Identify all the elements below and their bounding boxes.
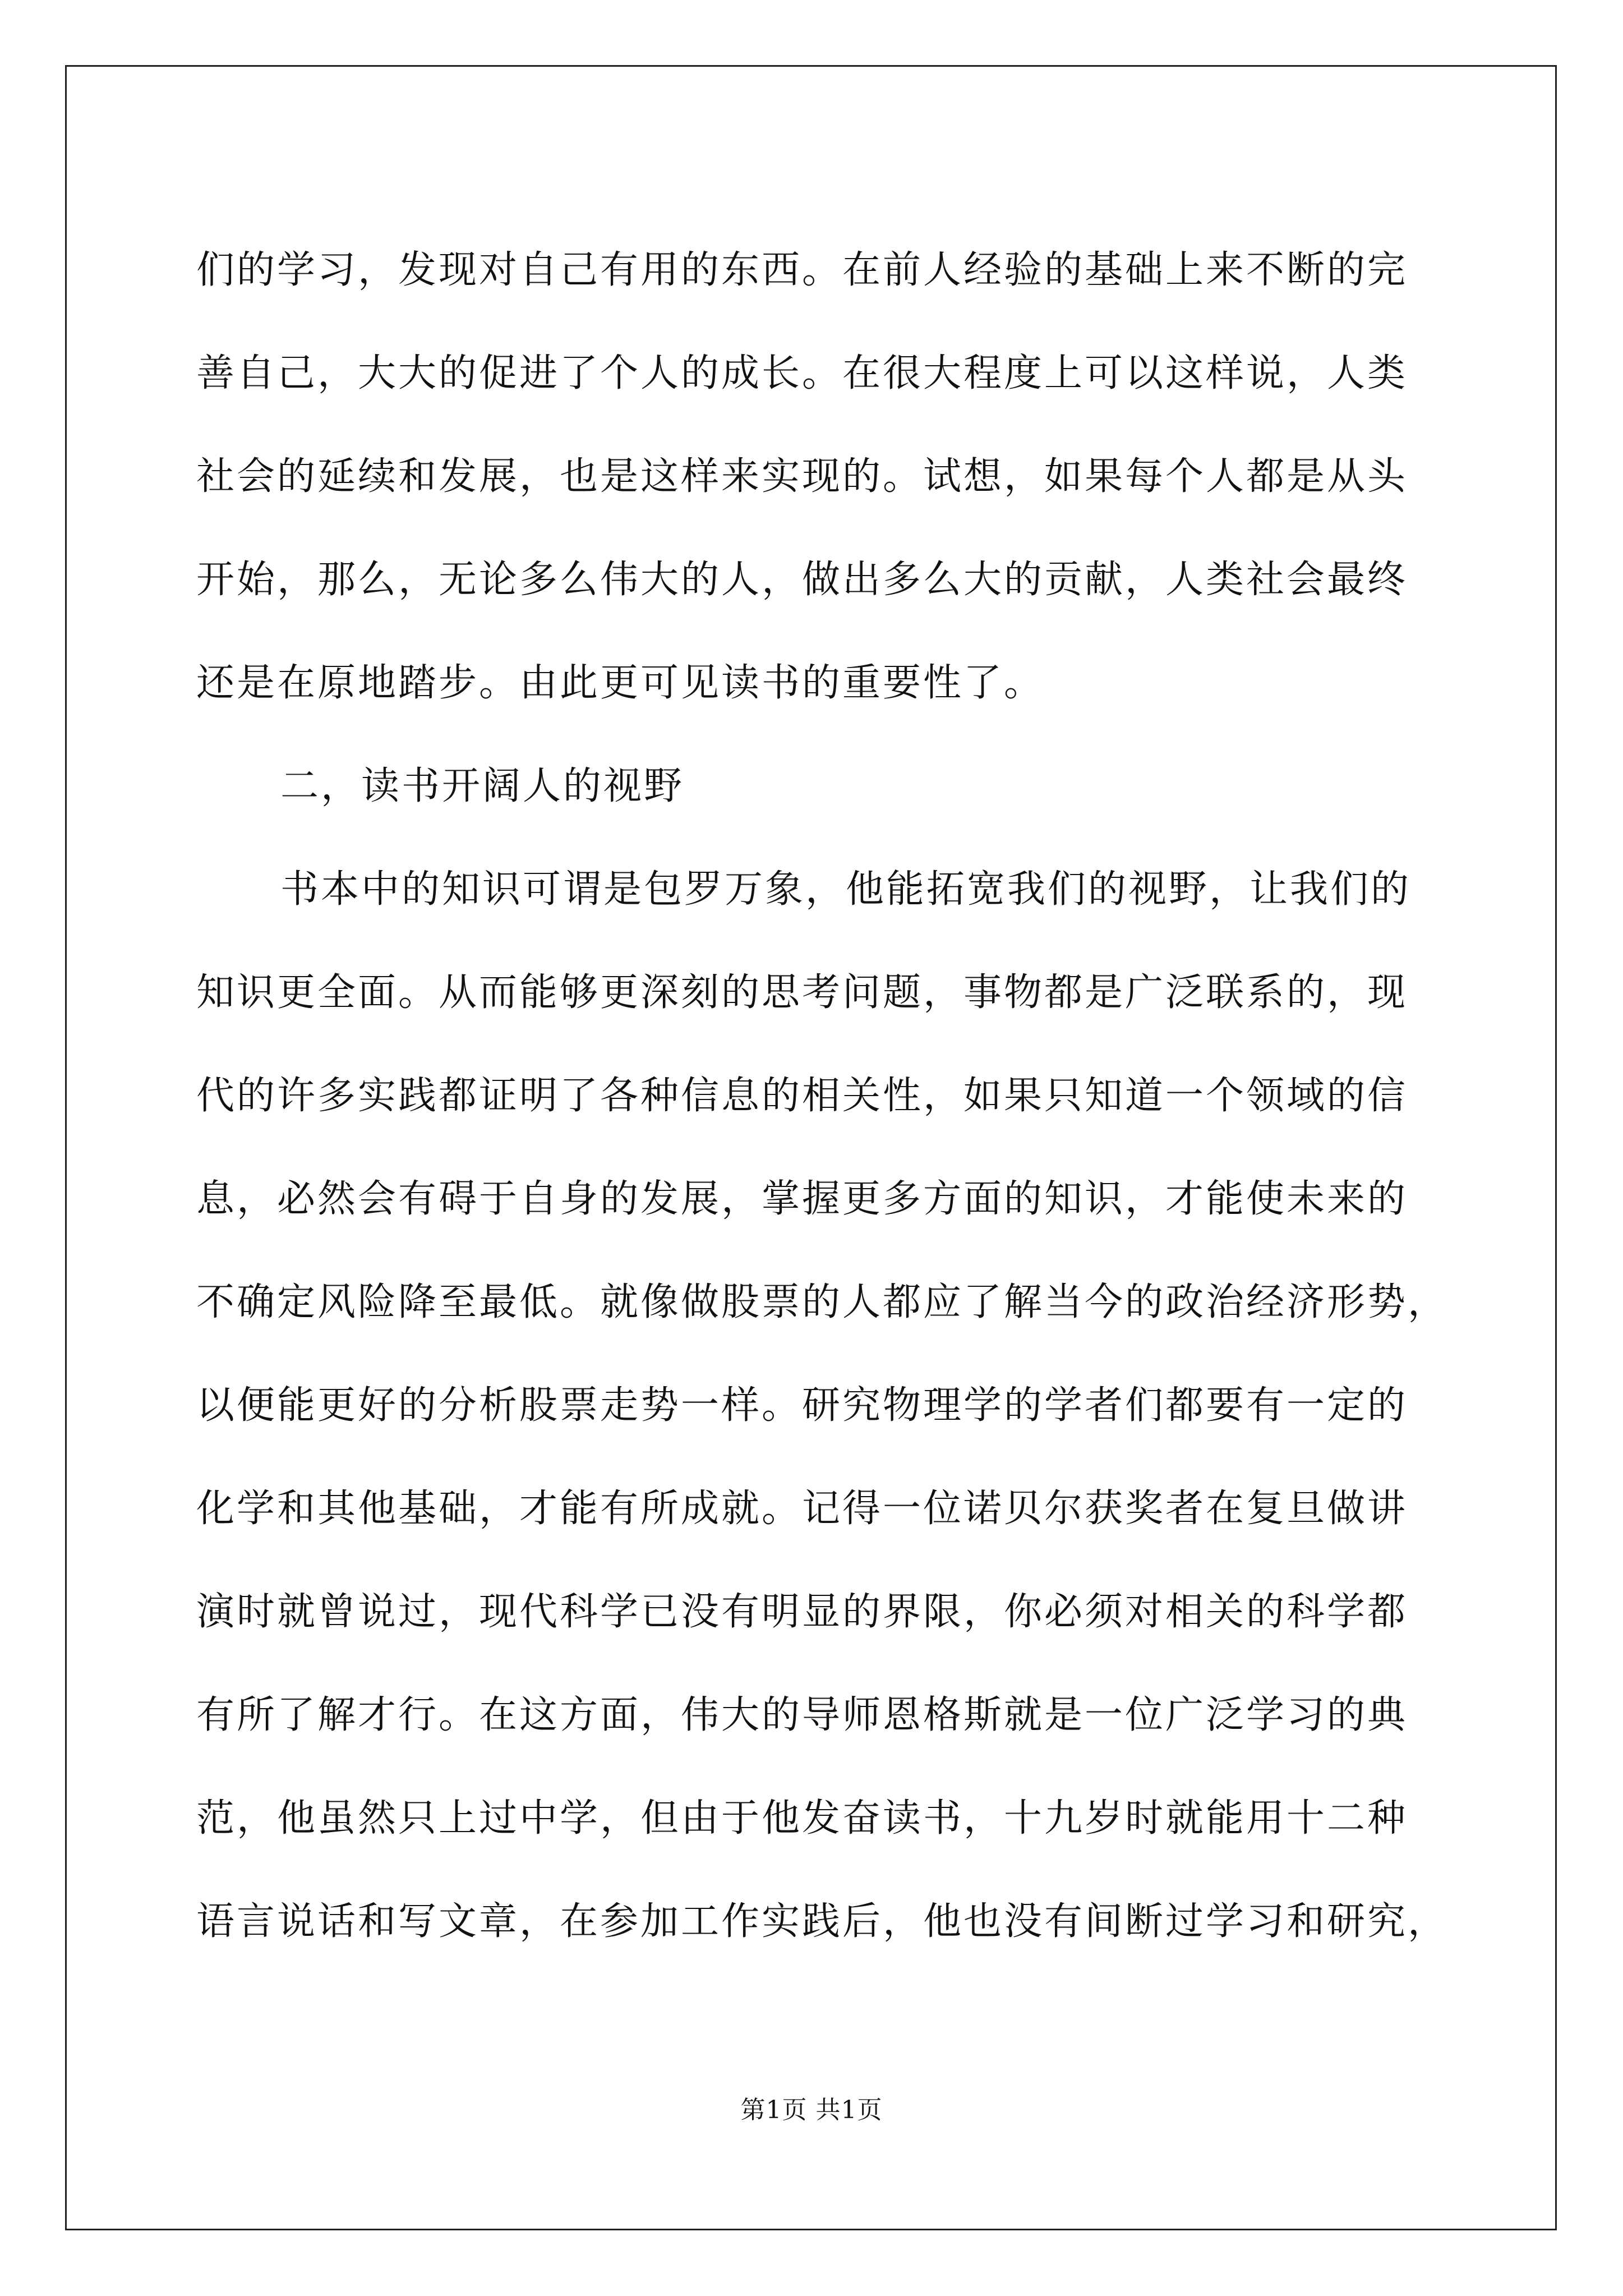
paragraph-line: 代的许多实践都证明了各种信息的相关性，如果只知道一个领域的信	[196, 1074, 1408, 1118]
paragraph-line: 不确定风险降至最低。就像做股票的人都应了解当今的政治经济形势，	[196, 1280, 1449, 1324]
paragraph-line: 化学和其他基础，才能有所成就。记得一位诺贝尔获奖者在复旦做讲	[196, 1487, 1408, 1531]
paragraph-line: 有所了解才行。在这方面，伟大的导师恩格斯就是一位广泛学习的典	[196, 1693, 1408, 1737]
document-body	[196, 219, 1447, 1973]
paragraph-line: 书本中的知识可谓是包罗万象，他能拓宽我们的视野，让我们的	[280, 867, 1412, 912]
paragraph-line: 还是在原地踏步。由此更可见读书的重要性了。	[196, 661, 1045, 705]
paragraph-line: 善自己，大大的促进了个人的成长。在很大程度上可以这样说，人类	[196, 351, 1408, 395]
paragraph-line: 们的学习，发现对自己有用的东西。在前人经验的基础上来不断的完	[196, 248, 1408, 292]
paragraph-line: 社会的延续和发展，也是这样来实现的。试想，如果每个人都是从头	[196, 454, 1408, 499]
section-heading: 二，读书开阔人的视野	[280, 764, 685, 808]
paragraph-line: 知识更全面。从而能够更深刻的思考问题，事物都是广泛联系的，现	[196, 970, 1408, 1015]
paragraph-line: 以便能更好的分析股票走势一样。研究物理学的学者们都要有一定的	[196, 1383, 1408, 1428]
page-footer: 第1页 共1页	[740, 2096, 883, 2124]
paragraph-line: 息，必然会有碍于自身的发展，掌握更多方面的知识，才能使未来的	[196, 1177, 1408, 1221]
paragraph-line: 开始，那么，无论多么伟大的人，做出多么大的贡献，人类社会最终	[196, 558, 1408, 602]
paragraph-line: 演时就曾说过，现代科学已没有明显的界限，你必须对相关的科学都	[196, 1590, 1408, 1634]
paragraph-line: 语言说话和写文章，在参加工作实践后，他也没有间断过学习和研究，	[196, 1899, 1449, 1944]
paragraph-line: 范，他虽然只上过中学，但由于他发奋读书，十九岁时就能用十二种	[196, 1796, 1408, 1841]
